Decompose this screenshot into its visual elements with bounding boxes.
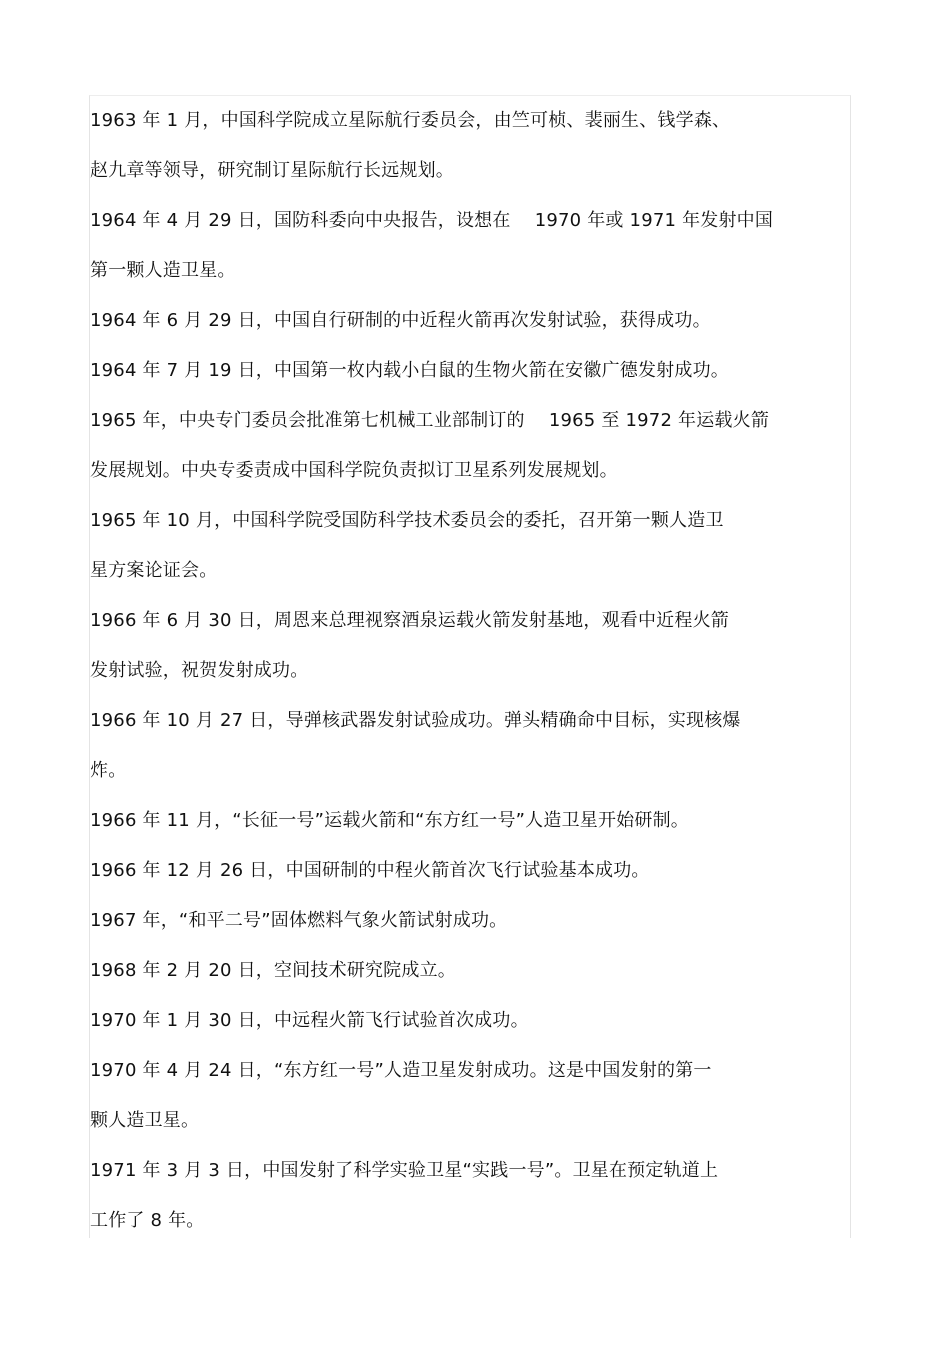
text-line: 发射试验，祝贺发射成功。 xyxy=(90,660,309,681)
text-line: 1971 年 3 月 3 日，中国发射了科学实验卫星“实践一号”。卫星在预定轨道上 xyxy=(90,1160,719,1181)
text-line: 1970 年 4 月 24 日，“东方红一号”人造卫星发射成功。这是中国发射的第一 xyxy=(90,1060,712,1081)
text-line: 1964 年 4 月 29 日，国防科委向中央报告，设想在 1970 年或 1971 年发射中国 xyxy=(90,210,774,231)
text-line: 发展规划。中央专委责成中国科学院负责拟订卫星系列发展规划。 xyxy=(90,460,618,481)
text-line: 1966 年 10 月 27 日，导弹核武器发射试验成功。弹头精确命中目标，实现核爆 xyxy=(90,710,741,731)
text-line: 星方案论证会。 xyxy=(90,560,218,581)
text-line: 1964 年 7 月 19 日，中国第一枚内载小白鼠的生物火箭在安徽广德发射成功。 xyxy=(90,360,729,381)
text-line: 1966 年 12 月 26 日，中国研制的中程火箭首次飞行试验基本成功。 xyxy=(90,860,650,881)
document-body xyxy=(90,96,846,1246)
text-line: 第一颗人造卫星。 xyxy=(90,260,236,281)
text-line: 赵九章等领导，研究制订星际航行长远规划。 xyxy=(90,160,454,181)
text-line: 炸。 xyxy=(90,760,127,781)
text-line: 1965 年，中央专门委员会批准第七机械工业部制订的 1965 至 1972 年运载火箭 xyxy=(90,410,770,431)
text-line: 工作了 8 年。 xyxy=(90,1210,205,1231)
text-line: 颗人造卫星。 xyxy=(90,1110,200,1131)
text-line: 1963 年 1 月，中国科学院成立星际航行委员会，由竺可桢、裴丽生、钱学森、 xyxy=(90,110,731,131)
text-line: 1964 年 6 月 29 日，中国自行研制的中近程火箭再次发射试验，获得成功。 xyxy=(90,310,711,331)
text-line: 1965 年 10 月，中国科学院受国防科学技术委员会的委托，召开第一颗人造卫 xyxy=(90,510,724,531)
text-line: 1966 年 6 月 30 日，周恩来总理视察酒泉运载火箭发射基地，观看中近程火箭 xyxy=(90,610,729,631)
text-line: 1968 年 2 月 20 日，空间技术研究院成立。 xyxy=(90,960,456,981)
text-line: 1970 年 1 月 30 日，中远程火箭飞行试验首次成功。 xyxy=(90,1010,529,1031)
text-line: 1966 年 11 月，“长征一号”运载火箭和“东方红一号”人造卫星开始研制。 xyxy=(90,810,689,831)
text-line: 1967 年，“和平二号”固体燃料气象火箭试射成功。 xyxy=(90,910,508,931)
